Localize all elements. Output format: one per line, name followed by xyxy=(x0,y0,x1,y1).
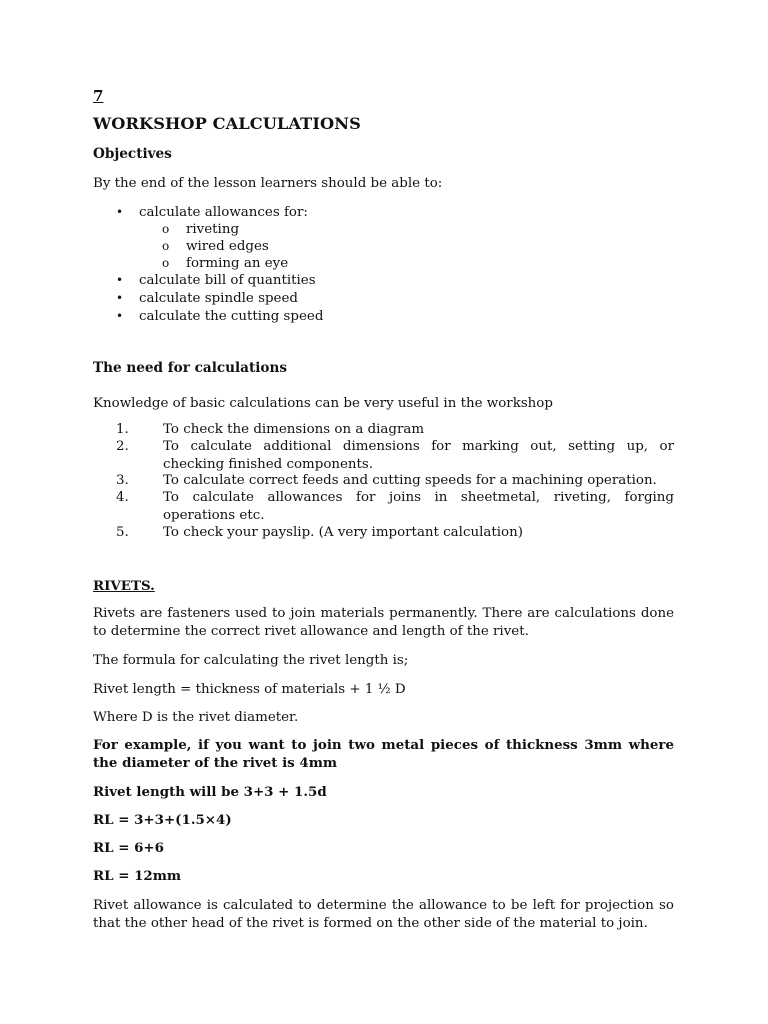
list-item: To calculate additional dimensions for marking out, setting up, or checking finished components. xyxy=(163,439,674,472)
objective-item: calculate allowances for: xyxy=(139,205,308,220)
list-item: To calculate correct feeds and cutting speeds for a machining operation. xyxy=(163,473,657,488)
list-number: 2. xyxy=(116,439,129,454)
objectives-intro: By the end of the lesson learners should be able to: xyxy=(93,176,443,191)
sub-bullet-marker: o xyxy=(162,239,170,253)
rivets-paragraph: The formula for calculating the rivet length is; xyxy=(93,653,409,668)
objective-item: calculate bill of quantities xyxy=(139,273,316,288)
objective-sub-item: forming an eye xyxy=(186,256,289,271)
rivet-calc-step: RL = 12mm xyxy=(93,868,182,884)
rivet-calc-step: RL = 6+6 xyxy=(93,840,164,856)
list-item: To check the dimensions on a diagram xyxy=(163,422,425,437)
objective-item: calculate the cutting speed xyxy=(139,309,324,324)
chapter-number: 7 xyxy=(93,87,104,105)
rivet-calc-step: Rivet length will be 3+3 + 1.5d xyxy=(93,784,327,800)
bullet-marker: • xyxy=(116,205,124,219)
need-heading: The need for calculations xyxy=(93,360,288,376)
bullet-marker: • xyxy=(116,291,124,305)
page-title: WORKSHOP CALCULATIONS xyxy=(93,114,361,133)
objective-sub-item: riveting xyxy=(186,222,240,237)
list-item: To check your payslip. (A very important calculation) xyxy=(163,525,523,540)
rivets-paragraph: Where D is the rivet diameter. xyxy=(93,710,299,725)
list-number: 1. xyxy=(116,422,129,437)
need-intro: Knowledge of basic calculations can be very useful in the workshop xyxy=(93,396,553,411)
rivet-formula: Rivet length = thickness of materials + 1 ½ D xyxy=(93,682,406,697)
bullet-marker: • xyxy=(116,273,124,287)
rivets-paragraph: Rivet allowance is calculated to determine the allowance to be left for projection so that the other head of the rivet is formed on the other side of the material to join. xyxy=(93,898,674,931)
objective-sub-item: wired edges xyxy=(186,239,269,254)
list-number: 5. xyxy=(116,525,129,540)
rivets-paragraph: Rivets are fasteners used to join materials permanently. There are calculations done to determine the correct rivet allowance and length of the rivet. xyxy=(93,606,674,639)
list-item: To calculate allowances for joins in sheetmetal, riveting, forging operations etc. xyxy=(163,490,674,523)
list-number: 3. xyxy=(116,473,129,488)
rivet-example: For example, if you want to join two metal pieces of thickness 3mm where the diameter of the rivet is 4mm xyxy=(93,737,674,771)
rivets-heading: RIVETS. xyxy=(93,578,155,594)
sub-bullet-marker: o xyxy=(162,222,170,236)
objective-item: calculate spindle speed xyxy=(139,291,298,306)
rivet-calc-step: RL = 3+3+(1.5×4) xyxy=(93,812,232,828)
sub-bullet-marker: o xyxy=(162,256,170,270)
objectives-heading: Objectives xyxy=(93,146,172,162)
list-number: 4. xyxy=(116,490,129,505)
bullet-marker: • xyxy=(116,309,124,323)
